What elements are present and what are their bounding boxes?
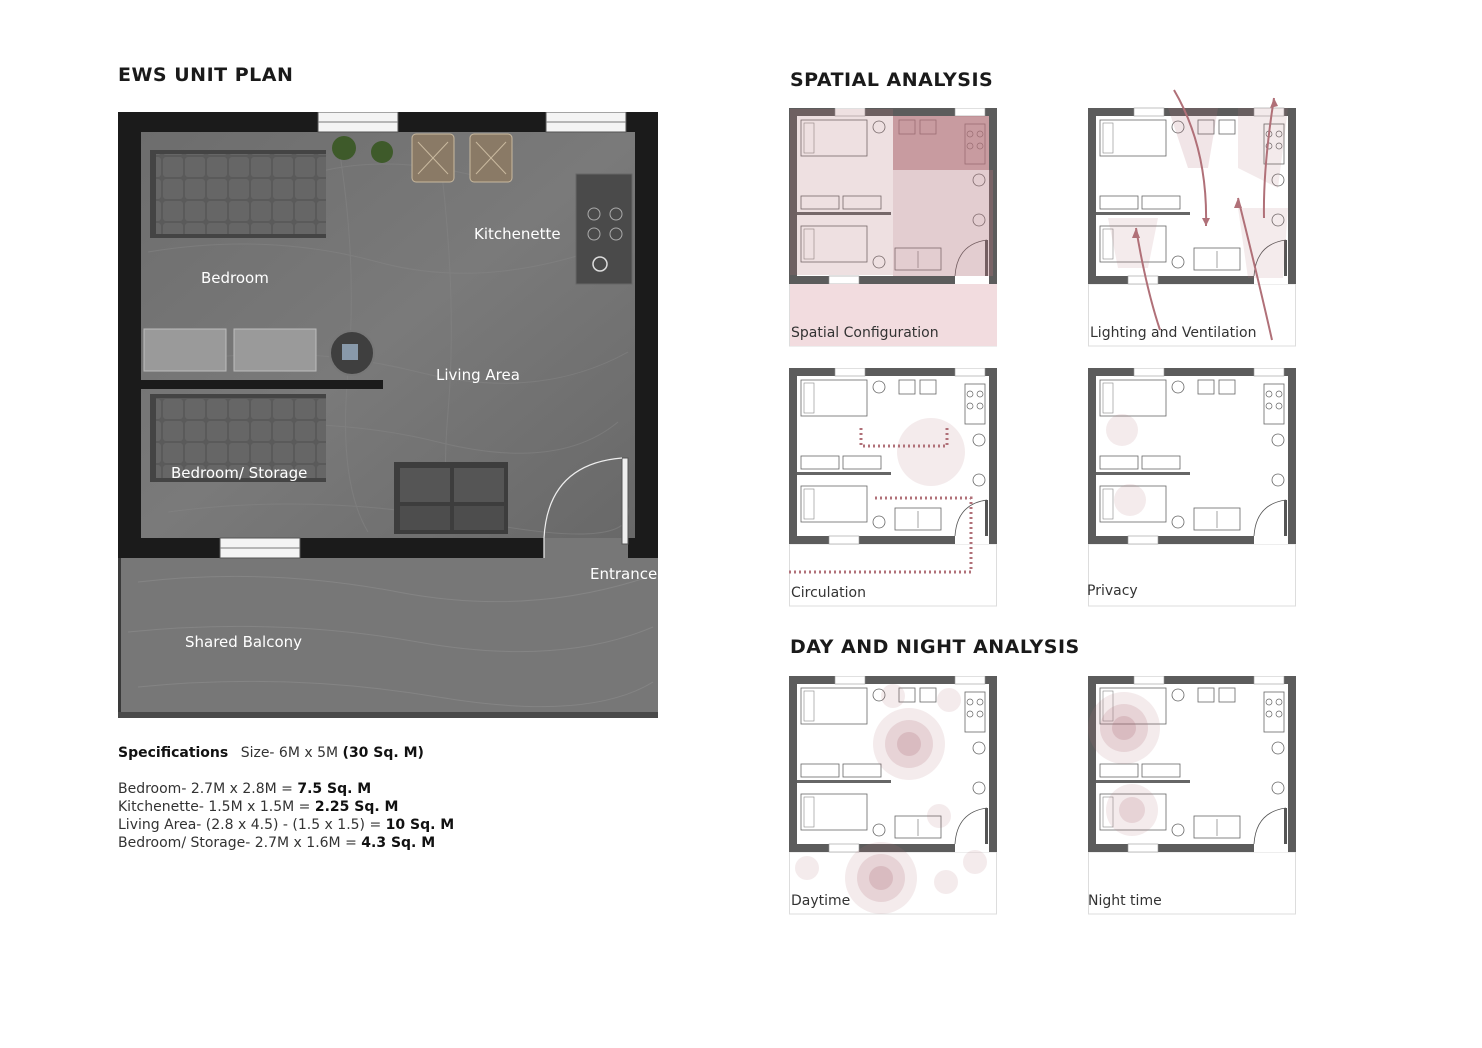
panel-privacy — [1088, 368, 1298, 608]
label-entrance: Entrance — [590, 565, 658, 583]
activity-glow — [873, 708, 945, 780]
caption-lighting-ventilation: Lighting and Ventilation — [1090, 325, 1257, 341]
zone-kitchen — [893, 116, 989, 170]
activity-glow — [927, 804, 951, 828]
caption-daytime: Daytime — [791, 893, 851, 909]
caption-privacy: Privacy — [1087, 583, 1138, 599]
activity-glow — [1088, 692, 1160, 764]
activity-glow — [1106, 784, 1158, 836]
activity-glow — [1114, 484, 1146, 516]
label-bedroom-storage: Bedroom/ Storage — [171, 464, 308, 482]
panel-night-time — [1088, 676, 1298, 916]
zone-living — [893, 170, 993, 276]
size-text: Size- 6M x 5M — [240, 745, 339, 761]
activity-glow — [937, 688, 961, 712]
activity-glow — [963, 850, 987, 874]
unit-floor-plan — [118, 112, 660, 720]
panel-daytime — [789, 676, 999, 916]
day-night-analysis-title: DAY AND NIGHT ANALYSIS — [790, 636, 1080, 658]
specifications — [118, 744, 454, 852]
specifications-header — [118, 744, 454, 762]
caption-circulation: Circulation — [791, 585, 866, 601]
partition-wall — [141, 380, 383, 389]
mini-bed — [801, 688, 867, 724]
label-shared-balcony: Shared Balcony — [185, 633, 303, 651]
spec-line-bedroom-storage: Bedroom/ Storage- 2.7M x 1.6M = 4.3 Sq. M — [118, 835, 436, 851]
desk-left — [144, 329, 226, 371]
panel-circulation — [789, 368, 999, 608]
activity-glow — [897, 418, 965, 486]
activity-glow — [881, 684, 905, 708]
panel-lighting-ventilation — [1088, 72, 1298, 348]
unit-plan-title: EWS UNIT PLAN — [118, 64, 294, 86]
activity-glow — [934, 870, 958, 894]
label-bedroom: Bedroom — [201, 269, 269, 287]
spec-line-living-area: Living Area- (2.8 x 4.5) - (1.5 x 1.5) = 10 Sq. M — [118, 817, 455, 833]
label-kitchenette: Kitchenette — [474, 225, 561, 243]
mini-bed — [1100, 120, 1166, 156]
mini-bed — [1100, 380, 1166, 416]
specifications-label: Specifications — [118, 745, 229, 761]
size-value: (30 Sq. M) — [342, 745, 424, 761]
spec-line-bedroom: Bedroom- 2.7M x 2.8M = 7.5 Sq. M — [118, 781, 372, 797]
mini-bed — [801, 486, 867, 522]
activity-glow — [1106, 414, 1138, 446]
spec-line-kitchenette: Kitchenette- 1.5M x 1.5M = 2.25 Sq. M — [118, 799, 399, 815]
panel-spatial-configuration — [789, 108, 999, 348]
label-living-area: Living Area — [436, 366, 520, 384]
caption-spatial-configuration: Spatial Configuration — [791, 325, 939, 341]
activity-glow — [795, 856, 819, 880]
zone-bedrooms — [790, 109, 893, 275]
mini-bed — [801, 380, 867, 416]
kitchen-counter — [576, 174, 632, 284]
mini-bed — [801, 794, 867, 830]
activity-glow — [845, 842, 917, 914]
desk-right — [234, 329, 316, 371]
airflow-arrowhead — [1270, 98, 1278, 108]
spatial-analysis-title: SPATIAL ANALYSIS — [790, 69, 994, 91]
caption-night-time: Night time — [1088, 893, 1162, 909]
